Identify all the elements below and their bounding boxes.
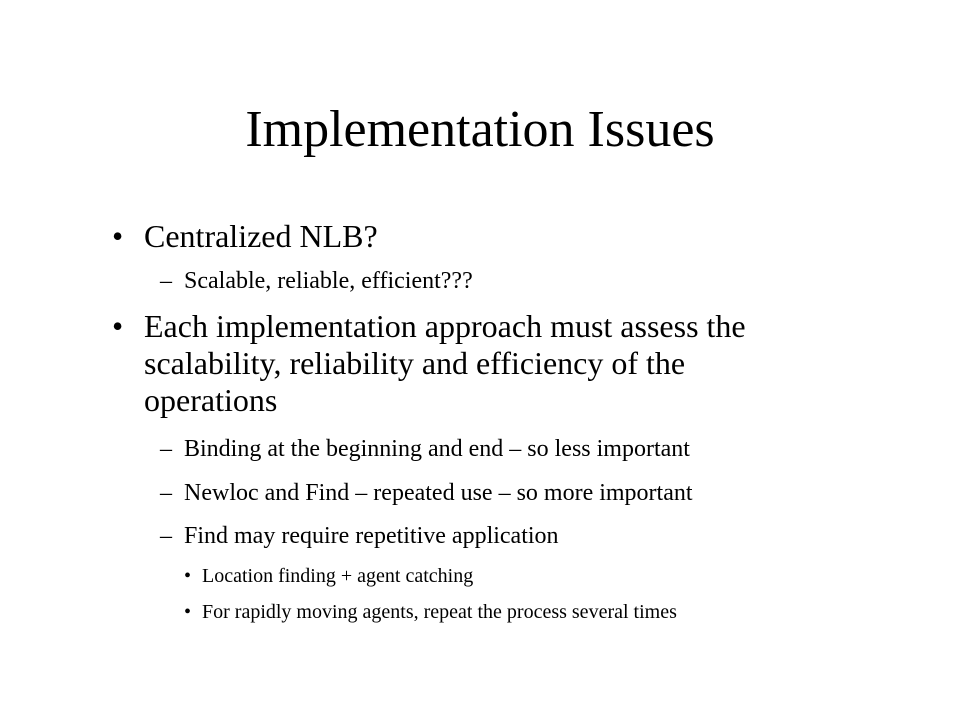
bullet-text: Centralized NLB? — [144, 218, 378, 254]
bullet-marker: • — [112, 308, 124, 344]
dash-marker: – — [160, 268, 172, 294]
sub-item-text: Scalable, reliable, efficient??? — [184, 268, 473, 294]
sub-item-text: Find may require repetitive application — [184, 523, 559, 549]
subsub-item-text: For rapidly moving agents, repeat the process several times — [202, 601, 677, 623]
bullet-text-line-2: scalability, reliability and efficiency of the — [144, 345, 686, 381]
slide-title: Implementation Issues — [245, 101, 715, 158]
dash-marker: – — [160, 523, 172, 549]
small-bullet-marker: • — [184, 601, 192, 623]
bullet-text-line-1: Each implementation approach must assess the — [144, 308, 746, 344]
dash-marker: – — [160, 480, 172, 506]
sub-item-text: Newloc and Find – repeated use – so more important — [184, 480, 693, 506]
dash-marker: – — [160, 436, 172, 462]
sub-item-text: Binding at the beginning and end – so less important — [184, 436, 690, 462]
bullet-marker: • — [112, 218, 124, 254]
bullet-text-line-3: operations — [144, 382, 278, 418]
subsub-item-text: Location finding + agent catching — [202, 565, 474, 587]
small-bullet-marker: • — [184, 565, 192, 587]
